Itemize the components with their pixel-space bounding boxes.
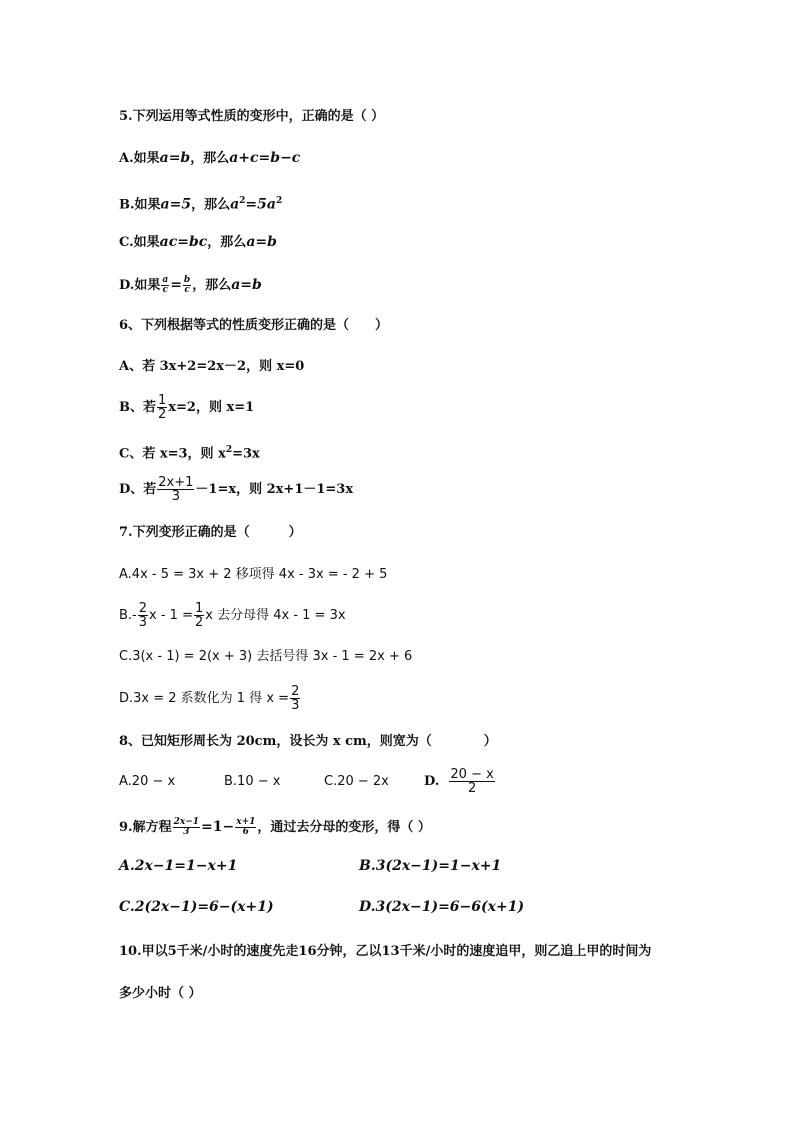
q9-option-b: B.3(2x−1)=1−x+1 [359, 858, 502, 874]
q7-option-d: D.3x = 2 系数化为 1 得 x = $\frac{2}{3}$ [119, 684, 300, 713]
q5-stem: 5.下列运用等式性质的变形中，正确的是（ ） [119, 109, 385, 124]
q6-option-a: A、若 3x+2=2x－2，则 x=0 [119, 359, 305, 374]
q5-option-c: C.如果ac=bc，那么a=b [119, 234, 277, 250]
q7-option-c: C.3(x - 1) = 2(x + 3) 去括号得 3x - 1 = 2x + 6 [119, 649, 413, 664]
q9-options-row2 [119, 897, 679, 918]
q10-line1: 10.甲以5千米/小时的速度先走16分钟，乙以13千米/小时的速度追甲，则乙追上甲的时间为 [119, 944, 652, 959]
q5-option-a: A.如果a=b，那么a+c=b−c [119, 150, 301, 166]
q7-stem: 7.下列变形正确的是（ ） [119, 525, 302, 540]
q8-option-c: C.20 − 2x [324, 774, 389, 789]
q7-option-b: B.- $\frac{2}{3}$ x - 1 = $\frac{1}{2}$ x 去分母得 4x - 1 = 3x [119, 601, 346, 630]
q8-option-b: B.10 − x [224, 774, 281, 789]
q8-options [119, 768, 496, 795]
q9-option-c: C.2(2x−1)=6−(x+1) [119, 899, 274, 915]
q8-option-d: D. $\frac{20 - x}{2}$ [424, 767, 494, 796]
q6-option-c: C、若 x=3，则 $x^2=3x$ [119, 445, 260, 462]
q9-option-a: A.2x−1=1−x+1 [119, 858, 238, 874]
q7-option-a: A.4x - 5 = 3x + 2 移项得 4x - 3x = - 2 + 5 [119, 567, 388, 582]
q6-stem: 6、下列根据等式的性质变形正确的是（ ） [119, 318, 389, 333]
q9-option-d: D.3(2x−1)=6−6(x+1) [359, 899, 525, 915]
q6-option-b: B、若 $\frac{1}{2}$ x=2，则 x=1 [119, 393, 255, 422]
q9-stem: 9.解方程 $\frac{2x-1}{3}$ =1− $\frac{x+1}{6}$ ，通过去分母的变形，得（ ） [119, 817, 431, 837]
q10-line2: 多少小时（ ） [119, 986, 202, 1001]
q8-option-a: A.20 − x [119, 774, 176, 789]
q6-option-d: D、若 $\frac{2x+1}{3}$ －1=x，则 2x+1－1=3x [119, 475, 354, 504]
q5-option-b: B.如果a=5，那么$a^2=5a^2$ [119, 196, 283, 213]
q9-options-row1 [119, 856, 679, 877]
q8-stem: 8、已知矩形周长为 20cm，设长为 x cm，则宽为（ ） [119, 734, 497, 749]
q5-option-d: D.如果 $\frac{a}{c}$ = $\frac{b}{c}$ ，那么a=b [119, 275, 262, 295]
